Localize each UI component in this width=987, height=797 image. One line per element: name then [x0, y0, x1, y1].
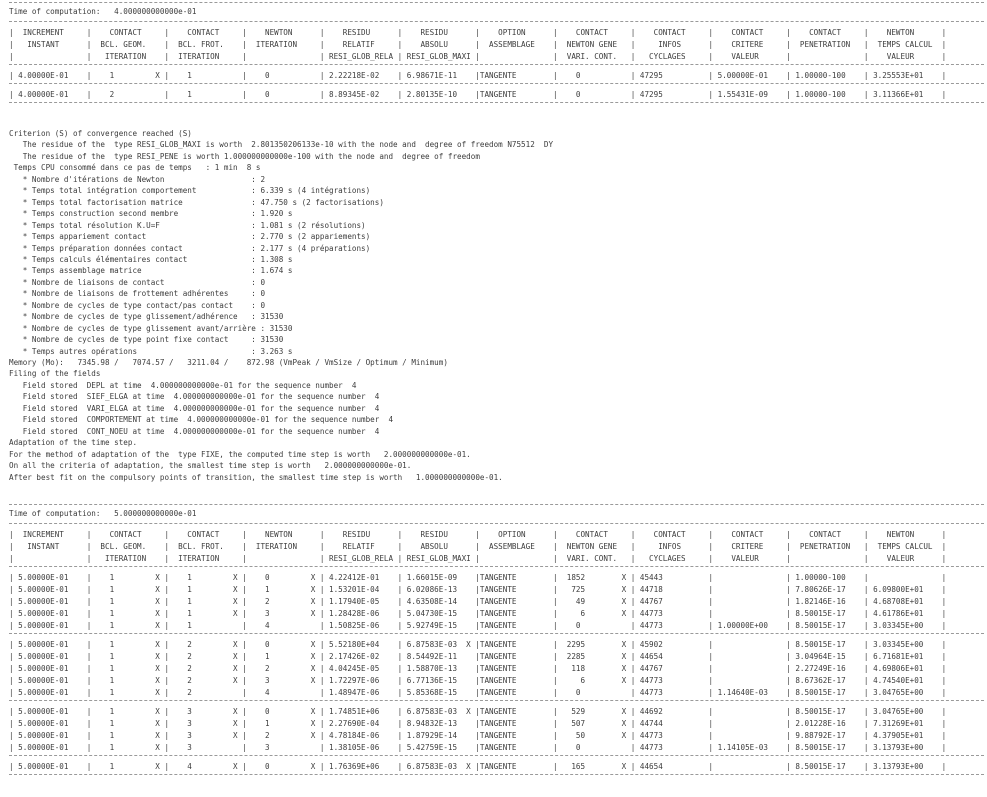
log-message: Field stored DEPL at time 4.000000000000e-01 for the sequence number 4 [9, 380, 357, 390]
table-row: | 5.00000E-01 | 1 X | 3 X | 1 X | 2.27690E-04 | 8.94832E-13 |TANGENTE | 507 X | 44744 | | 2.01228E-16 | 7.31269E+01 | [9, 719, 947, 728]
log-message: * Nombre de cycles de type glissement/adhérence : 31530 [9, 312, 284, 322]
log-message: * Nombre de cycles de type point fixe contact : 31530 [9, 335, 284, 345]
log-message: * Nombre de liaisons de contact : 0 [9, 277, 266, 287]
time-value: 5.000000000000e-01 [114, 509, 197, 518]
log-message: * Temps construction second membre : 1.920 s [9, 209, 293, 219]
table-row: | 4.00000E-01 | 1 X | 1 | 0 | 2.22218E-02 | 6.98671E-11 |TANGENTE | 0 | 47295 | 5.00000E-01 | 1.00000-100 | 3.25553E+01 | [9, 71, 947, 80]
table-row: | 5.00000E-01 | 1 X | 1 | 4 | 1.50825E-06 | 5.92749E-15 |TANGENTE | 0 | 44773 | 1.00000E+00 | 8.50015E-17 | 3.03345E+00 | [9, 621, 947, 630]
table-row: | 5.00000E-01 | 1 X | 4 X | 0 X | 1.76369E+06 | 6.87583E-03 X |TANGENTE | 165 X | 44654 | | 8.50015E-17 | 3.13793E+00 | [9, 762, 947, 771]
log-message: On all the criteria of adaptation, the smallest time step is worth 2.000000000000e-01. [9, 461, 412, 471]
separator-line [9, 523, 984, 524]
table-header-row: | INCREMENT | CONTACT | CONTACT | NEWTON | RESIDU | RESIDU | OPTION | CONTACT | CONTACT | CONTACT | CONTACT | NEWTON | [9, 28, 947, 37]
log-message: The residue of the type RESI_PENE is worth 1.000000000000e-100 with the node and degree of freedom [9, 151, 480, 161]
log-message: * Nombre de cycles de type contact/pas contact : 0 [9, 300, 266, 310]
table-header-row: | INSTANT | BCL. GEOM. | BCL. FROT. | ITERATION | RELATIF | ABSOLU | ASSEMBLAGE | NEWTON GENE | INFOS | CRITERE | PENETRATION | TEMPS CALCUL | [9, 542, 947, 551]
log-message: * Temps total résolution K.U=F : 1.081 s (2 résolutions) [9, 220, 366, 230]
table-row: | 5.00000E-01 | 1 X | 2 X | 3 X | 1.72297E-06 | 6.77136E-15 |TANGENTE | 6 X | 44773 | | 8.67362E-17 | 4.74540E+01 | [9, 676, 947, 685]
separator-line [9, 21, 984, 22]
table-row: | 5.00000E-01 | 1 X | 2 | 4 | 1.48947E-06 | 5.85368E-15 |TANGENTE | 0 | 44773 | 1.14640E-03 | 8.50015E-17 | 3.04765E+00 | [9, 688, 947, 697]
log-message: Criterion (S) of convergence reached (S) [9, 129, 192, 138]
log-message: Memory (Mo): 7345.98 / 7074.57 / 3211.04 / 872.98 (VmPeak / VmSize / Optimum / Minimum) [9, 358, 448, 367]
log-message: Temps CPU consommé dans ce pas de temps : 1 min 8 s [9, 163, 261, 173]
time-label: Time of computation: [9, 7, 101, 16]
log-message: * Temps appariement contact : 2.770 s (2 appariements) [9, 232, 371, 242]
table-row: | 5.00000E-01 | 1 X | 3 | 3 | 1.38105E-06 | 5.42759E-15 |TANGENTE | 0 | 44773 | 1.14105E-03 | 8.50015E-17 | 3.13793E+00 | [9, 743, 947, 752]
log-message: Field stored COMPORTEMENT at time 4.000000000000e-01 for the sequence number 4 [9, 415, 394, 425]
separator-line [9, 700, 984, 701]
separator-line [9, 566, 984, 567]
log-message: * Temps total factorisation matrice : 47.750 s (2 factorisations) [9, 197, 384, 207]
table-row: | 5.00000E-01 | 1 X | 1 X | 0 X | 4.22412E-01 | 1.66015E-09 |TANGENTE | 1852 X | 45443 | | 1.00000-100 | | [9, 573, 947, 582]
table-header-row: | INSTANT | BCL. GEOM. | BCL. FROT. | ITERATION | RELATIF | ABSOLU | ASSEMBLAGE | NEWTON GENE | INFOS | CRITERE | PENETRATION | TEMPS CALCUL | [9, 40, 947, 49]
separator-line [9, 633, 984, 634]
log-message: * Nombre de cycles de type glissement avant/arrière : 31530 [9, 323, 293, 333]
log-message: * Nombre de liaisons de frottement adhérentes : 0 [9, 289, 266, 299]
log-message: Field stored SIEF_ELGA at time 4.000000000000e-01 for the sequence number 4 [9, 392, 380, 402]
table-row: | 5.00000E-01 | 1 X | 1 X | 3 X | 1.28428E-06 | 5.04730E-15 |TANGENTE | 6 X | 44773 | | 8.50015E-17 | 4.61786E+01 | [9, 609, 947, 618]
separator-line [9, 755, 984, 756]
log-message: The residue of the type RESI_GLOB_MAXI is worth 2.801350206133e-10 with the node and degree of freedom N75512 DY [9, 140, 554, 150]
separator-line [9, 774, 984, 775]
table-header-row: | | ITERATION | ITERATION | | RESI_GLOB_RELA | RESI_GLOB_MAXI | | VARI. CONT. | CYCLAGES | VALEUR | | VALEUR | [9, 554, 947, 563]
log-message: * Temps autres opérations : 3.263 s [9, 346, 293, 356]
log-message: * Temps préparation données contact : 2.177 s (4 préparations) [9, 243, 371, 253]
log-message: Filing of the fields [9, 369, 101, 379]
table-row: | 5.00000E-01 | 1 X | 2 X | 0 X | 5.52180E+04 | 6.87583E-03 X |TANGENTE | 2295 X | 45902 | | 8.50015E-17 | 3.03345E+00 | [9, 640, 947, 649]
console-output [9, 0, 984, 797]
separator-line [9, 102, 984, 103]
log-message: * Temps total intégration comportement : 6.339 s (4 intégrations) [9, 186, 371, 196]
log-message: * Temps assemblage matrice : 1.674 s [9, 266, 293, 276]
separator-line [9, 504, 984, 505]
table-header-row: | INCREMENT | CONTACT | CONTACT | NEWTON | RESIDU | RESIDU | OPTION | CONTACT | CONTACT | CONTACT | CONTACT | NEWTON | [9, 530, 947, 539]
log-message: * Nombre d'itérations de Newton : 2 [9, 174, 266, 184]
log-message: Field stored CONT_NOEU at time 4.000000000000e-01 for the sequence number 4 [9, 426, 380, 436]
table-row: | 5.00000E-01 | 1 X | 1 X | 1 X | 1.53201E-04 | 6.02086E-13 |TANGENTE | 725 X | 44718 | | 7.80626E-17 | 6.09800E+01 | [9, 585, 947, 594]
table-row: | 5.00000E-01 | 1 X | 2 X | 2 X | 4.04245E-05 | 1.58870E-13 |TANGENTE | 118 X | 44767 | | 2.27249E-16 | 4.69806E+01 | [9, 664, 947, 673]
time-label: Time of computation: [9, 509, 101, 518]
log-message: For the method of adaptation of the type FIXE, the computed time step is worth 2.000000000000e-01. [9, 449, 471, 459]
time-value: 4.000000000000e-01 [114, 7, 197, 16]
table-row: | 5.00000E-01 | 1 X | 2 X | 1 X | 2.17426E-02 | 8.54492E-11 |TANGENTE | 2285 X | 44654 | | 3.04964E-15 | 6.71681E+01 | [9, 652, 947, 661]
log-message: Field stored VARI_ELGA at time 4.000000000000e-01 for the sequence number 4 [9, 403, 380, 413]
table-row: | 5.00000E-01 | 1 X | 1 X | 2 X | 1.17940E-05 | 4.63508E-14 |TANGENTE | 49 X | 44767 | | 1.82146E-16 | 4.68708E+01 | [9, 597, 947, 606]
table-row: | 4.00000E-01 | 2 | 1 | 0 | 8.89345E-02 | 2.80135E-10 |TANGENTE | 0 | 47295 | 1.55431E-09 | 1.00000-100 | 3.11366E+01 | [9, 90, 947, 99]
separator-line [9, 2, 984, 3]
table-row: | 5.00000E-01 | 1 X | 3 X | 0 X | 1.74851E+06 | 6.87583E-03 X |TANGENTE | 529 X | 44692 | | 8.50015E-17 | 3.04765E+00 | [9, 707, 947, 716]
separator-line [9, 64, 984, 65]
log-message: After best fit on the compulsory points of transition, the smallest time step is worth 1.000000000000e-01. [9, 472, 503, 482]
time-of-computation [9, 7, 196, 16]
log-message: * Temps calculs élémentaires contact : 1.308 s [9, 254, 293, 264]
time-of-computation [9, 509, 196, 518]
table-row: | 5.00000E-01 | 1 X | 3 X | 2 X | 4.78184E-06 | 1.87929E-14 |TANGENTE | 50 X | 44773 | | 9.88792E-17 | 4.37905E+01 | [9, 731, 947, 740]
separator-line [9, 83, 984, 84]
log-message: Adaptation of the time step. [9, 438, 138, 448]
table-header-row: | | ITERATION | ITERATION | | RESI_GLOB_RELA | RESI_GLOB_MAXI | | VARI. CONT. | CYCLAGES | VALEUR | | VALEUR | [9, 52, 947, 61]
